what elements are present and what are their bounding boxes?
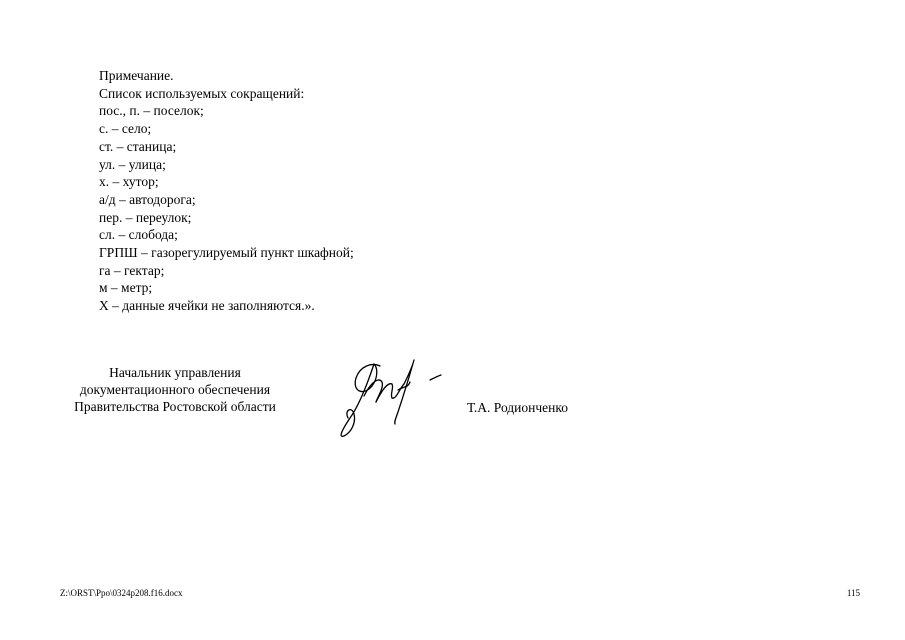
signer-position-line: документационного обеспечения xyxy=(79,382,271,397)
abbreviation-item: пер. – переулок; xyxy=(99,209,192,225)
abbreviation-item: Х – данные ячейки не заполняются.». xyxy=(99,298,315,314)
abbreviation-item: ул. – улица; xyxy=(99,156,166,172)
abbreviation-item: а/д – автодорога; xyxy=(99,191,196,207)
handwritten-signature xyxy=(334,352,446,442)
abbreviation-item: сл. – слобода; xyxy=(99,227,178,243)
footer-file-path: Z:\ORST\Ppo\0324p208.f16.docx xyxy=(60,588,183,598)
signer-position-line: Правительства Ростовской области xyxy=(74,399,276,414)
abbreviation-item: с. – село; xyxy=(99,121,152,137)
page-number: 115 xyxy=(846,588,860,598)
abbreviation-item: ст. – станица; xyxy=(99,138,177,154)
abbreviations-heading: Список используемых сокращений: xyxy=(99,85,305,101)
signer-position-line: Начальник управления xyxy=(109,365,241,380)
signer-name: Т.А. Родионченко xyxy=(467,400,568,415)
note-title: Примечание. xyxy=(99,68,174,83)
abbreviation-item: х. – хутор; xyxy=(99,174,159,190)
abbreviation-item: пос., п. – поселок; xyxy=(99,103,204,119)
abbreviation-item: га – гектар; xyxy=(99,262,165,278)
abbreviation-item: м – метр; xyxy=(99,280,153,296)
signer-position xyxy=(45,364,305,415)
abbreviation-item: ГРПШ – газорегулируемый пункт шкафной; xyxy=(99,245,354,261)
note-block xyxy=(99,67,354,315)
